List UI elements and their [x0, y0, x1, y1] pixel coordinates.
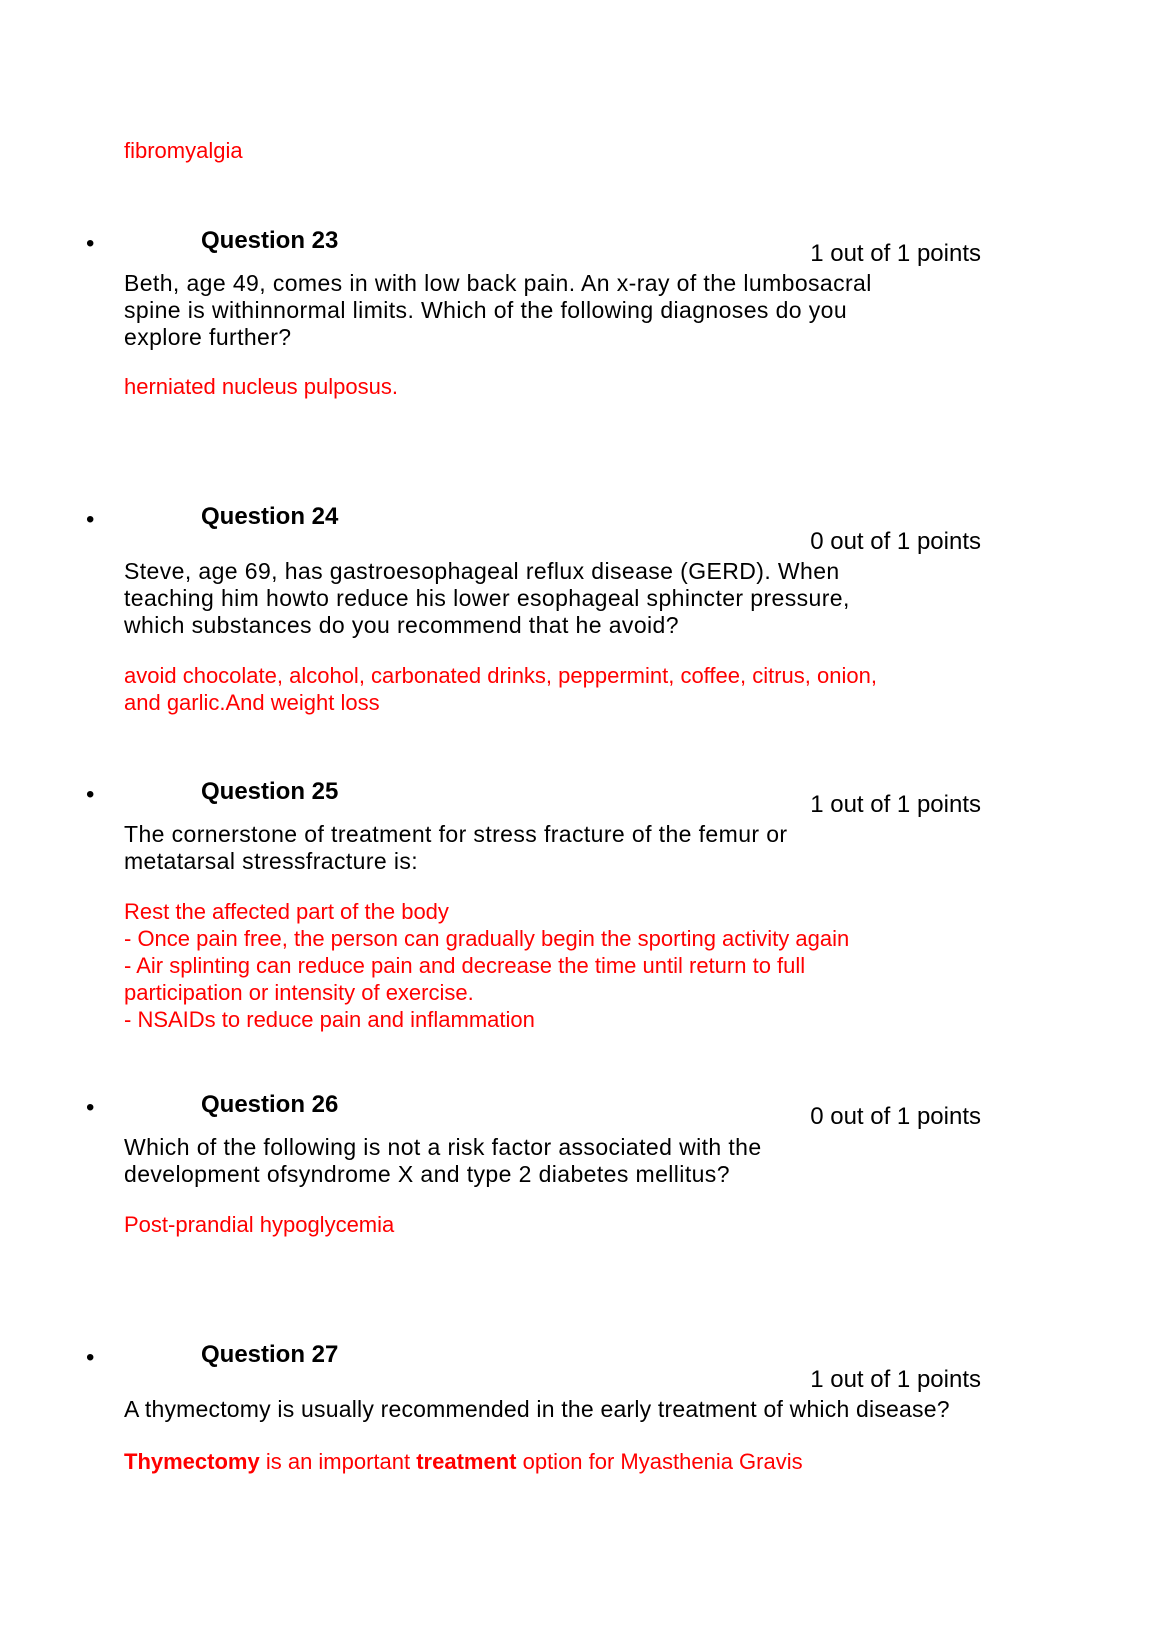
question-text-line: explore further? [124, 324, 292, 350]
answer-text [124, 1448, 803, 1475]
question-text-line: The cornerstone of treatment for stress fracture of the femur or [124, 821, 788, 847]
answer-text: Post-prandial hypoglycemia [124, 1212, 395, 1237]
question-text-line: development ofsyndrome X and type 2 diabetes mellitus? [124, 1161, 730, 1187]
question-text-line: which substances do you recommend that he avoid? [124, 612, 679, 638]
previous-answer: fibromyalgia [124, 138, 243, 163]
answer-text: herniated nucleus pulposus. [124, 374, 398, 399]
question-text-line: A thymectomy is usually recommended in the early treatment of which disease? [124, 1396, 950, 1422]
question-text [124, 821, 884, 875]
bullet: • [86, 230, 95, 257]
question-text [124, 1134, 864, 1188]
answer-line: - Air splinting can reduce pain and decrease the time until return to full [124, 953, 806, 978]
answer-bold-term: Thymectomy [124, 1449, 260, 1474]
answer-line: - Once pain free, the person can gradually begin the sporting activity again [124, 926, 850, 951]
answer-line: - NSAIDs to reduce pain and inflammation [124, 1007, 535, 1032]
question-title: Question 23 [201, 227, 339, 254]
bullet: • [86, 1344, 95, 1371]
answer-line: avoid chocolate, alcohol, carbonated drinks, peppermint, coffee, citrus, onion, [124, 663, 877, 688]
points-score: 0 out of 1 points [810, 1103, 981, 1130]
question-title: Question 27 [201, 1341, 339, 1368]
question-text-line: spine is withinnormal limits. Which of the following diagnoses do you [124, 297, 848, 323]
bullet: • [86, 1094, 95, 1121]
question-text [124, 558, 924, 639]
answer-line: Rest the affected part of the body [124, 899, 449, 924]
question-title: Question 25 [201, 778, 339, 805]
question-text-line: metatarsal stressfracture is: [124, 848, 419, 874]
question-text-line: Beth, age 49, comes in with low back pain. An x-ray of the lumbosacral [124, 270, 872, 296]
question-title: Question 26 [201, 1091, 339, 1118]
answer-bold-term: treatment [416, 1449, 517, 1474]
question-text [124, 1396, 1084, 1423]
answer-text [124, 662, 877, 716]
bullet: • [86, 781, 95, 808]
answer-line: participation or intensity of exercise. [124, 980, 474, 1005]
question-text [124, 270, 904, 351]
question-text-line: teaching him howto reduce his lower esophageal sphincter pressure, [124, 585, 850, 611]
answer-fragment: is an important [259, 1449, 417, 1474]
answer-fragment: option for Myasthenia Gravis [516, 1449, 803, 1474]
question-text-line: Which of the following is not a risk factor associated with the [124, 1134, 762, 1160]
points-score: 0 out of 1 points [810, 528, 981, 555]
points-score: 1 out of 1 points [810, 1366, 981, 1393]
question-title: Question 24 [201, 503, 339, 530]
question-text-line: Steve, age 69, has gastroesophageal reflux disease (GERD). When [124, 558, 840, 584]
bullet: • [86, 506, 95, 533]
answer-text [124, 898, 849, 1033]
answer-line: and garlic.And weight loss [124, 690, 380, 715]
points-score: 1 out of 1 points [810, 240, 981, 267]
points-score: 1 out of 1 points [810, 791, 981, 818]
